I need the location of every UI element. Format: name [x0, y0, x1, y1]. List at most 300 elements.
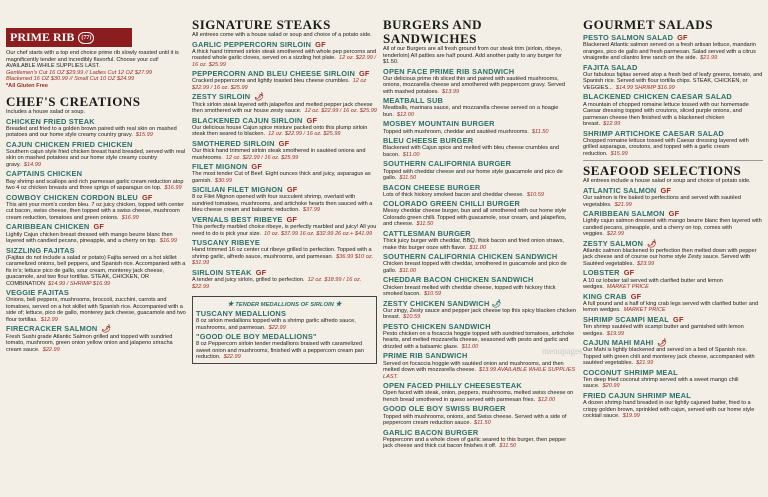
menu-item	[383, 137, 576, 158]
menu-item-desc-row	[383, 192, 576, 199]
menu-item	[583, 93, 763, 127]
menu-item-desc-row	[6, 334, 186, 354]
divider	[583, 160, 763, 161]
menu-item-name-text: FRIED CAJUN SHRIMP MEAL	[583, 390, 691, 400]
menu-item	[583, 34, 763, 62]
menu-item-name-text: ATLANTIC SALMON	[583, 185, 657, 195]
menu-item-desc-row	[192, 171, 377, 184]
menu-item-desc: Pepperconn and a whole clove of garlic seared to this burger, then pepper jack cheese and thick cut bacon finishes it off.	[383, 436, 567, 450]
menu-item-name-text: ZESTY SIRLOIN	[192, 92, 251, 102]
menu-item-price: MARKET PRICE	[606, 284, 649, 291]
menu-item	[383, 253, 576, 274]
menu-item-name	[583, 316, 763, 324]
gluten-free-tag: GF	[306, 115, 318, 125]
menu-item-name-text: CARIBBEAN SALMON	[583, 209, 665, 219]
menu-item-name-text: TUSCANY RIBEYE	[192, 238, 260, 248]
menu-item	[192, 239, 377, 267]
menu-item-desc: Chicken breast topped with cheddar, smothered in guacamole and pico de gallo.	[383, 261, 567, 274]
menu-item-desc-row	[383, 105, 576, 118]
gluten-free-tag: GF	[630, 291, 642, 301]
menu-item	[192, 163, 377, 184]
prime-rib-price-1: Gentlemen's Cut 16 OZ $29.99 // Ladies Cut 12 OZ $27.99	[6, 69, 152, 76]
menu-item-price: $11.50	[399, 175, 417, 182]
steaks-sub: All entrees come with a house salad or soup and choice of a potato side.	[192, 32, 372, 38]
menu-item-desc: Our fabulous fajitas served atop a fresh bed of leafy greens, tomato, and Spanish rice. Served with flour tortilla chips. STEAK, CHICKEN, or VEGGIES...	[583, 71, 763, 91]
menu-item-desc-row	[192, 125, 377, 138]
menu-item-desc: Open faced with steak, onion, peppers, mushrooms, melted swiss cheese on french bread smothered in queso served with parmesan fries.	[383, 390, 574, 403]
menu-item-name	[583, 240, 763, 248]
menu-item-desc: A mountain of chopped romaine lettuce tossed with our homemade Caesar dressing topped with croutons, sliced purple onions, and parmesan cheese then finished with a blackened chicken breast.	[583, 101, 749, 128]
menu-item-name	[383, 97, 576, 105]
column-salads-seafood	[583, 0, 763, 497]
menu-item-name	[383, 120, 576, 128]
menu-item-name	[6, 170, 186, 178]
gluten-free-tag: GF	[677, 33, 688, 42]
menu-item-name	[383, 253, 576, 261]
menu-item-name	[383, 300, 576, 308]
menu-item-name-text: PESTO CHICKEN SANDWICH	[383, 321, 491, 331]
star-icon: ★	[227, 301, 234, 309]
menu-item-desc-row	[383, 129, 576, 136]
menu-item-price: $11.00	[461, 343, 479, 350]
menu-item-desc-row	[196, 318, 373, 331]
menu-item-price: $12.99	[40, 316, 58, 323]
menu-item-name	[583, 93, 763, 101]
menu-item-desc-row	[383, 308, 576, 321]
gluten-free-tag: GF	[358, 69, 370, 79]
menu-item-price: 12 oz. $22.99 / 16 oz. $25.99	[192, 55, 376, 68]
menu-item-desc: A tender and juicy sirloin, grilled to perfection.	[192, 277, 305, 284]
menu-item-desc: Served on focaccia hoggie with sautéed onion and mushrooms, and then melted down with mozzarella cheese.	[383, 360, 564, 374]
menu-item-name-text: BACON CHEESE BURGER	[383, 182, 481, 192]
menu-item-desc-row	[6, 202, 186, 222]
menu-item-desc: Topped with mushroom, cheddar and sautéed mushrooms.	[383, 128, 529, 135]
menu-item-name-text: ZESTY SALMON	[583, 238, 644, 248]
menu-item-name-text: COCONUT SHRIMP MEAL	[583, 367, 678, 377]
menu-item	[383, 352, 576, 380]
menu-item	[6, 223, 186, 244]
menu-item-name-text: LOBSTER	[583, 268, 620, 278]
menu-item-desc: Messy cheddar cheese burger, bun and all smothered with our home style Colorado green chilli. Topped with guacamole, sour cream, and jalapeños, and cheese.	[383, 208, 567, 228]
menu-item-desc: The most tender Cut of Beef. Eight ounces thick and juicy, asparagus as garnish.	[192, 171, 371, 184]
menu-item	[192, 140, 377, 161]
menu-item-desc: Our delicious house Cajun spice mixture packed onto this plump sirloin steak then seared to blacken.	[192, 124, 368, 138]
menu-item-name	[383, 405, 576, 413]
menu-item-desc: Lots of thick hickory smoked bacon and cheddar cheese.	[383, 191, 524, 198]
menu-item	[383, 230, 576, 251]
menu-item-name	[6, 194, 186, 202]
menu-item-name	[583, 34, 763, 42]
menu-item-price: $22.99	[268, 324, 286, 331]
menu-item-name-text: OPEN FACE PRIME RIB SANDWICH	[383, 66, 515, 76]
menu-item-name	[583, 339, 763, 347]
gluten-free-tag: 🌶	[101, 324, 112, 334]
chefs-list	[6, 118, 186, 354]
menu-item-desc-row	[383, 145, 576, 158]
menu-item-name	[192, 70, 377, 78]
menu-item-desc-row	[192, 277, 377, 290]
menu-item-desc: A 10 oz lobster tail served with clarified butter and lemon wedges.	[583, 277, 723, 291]
menu-item-name-text: GARLIC BACON BURGER	[383, 427, 479, 437]
salads-title: GOURMET SALADS	[583, 17, 713, 32]
menu-item	[6, 247, 186, 288]
menu-item-name-text: SMOTHERED SIRLOIN	[192, 138, 275, 148]
gluten-free-tag: GF	[286, 185, 298, 195]
gluten-free-tag: GF	[278, 138, 290, 148]
menu-item-desc: Lightly Cajun chicken breast dressed with mango beurre blanc then layered with candied pecans, pineapple, and a cherry on top.	[6, 231, 173, 245]
menu-item-price: $14.99 SHRIMP $16.99	[615, 84, 675, 91]
gluten-free-tag: 🌶	[254, 92, 264, 102]
menu-item-desc-row	[583, 278, 763, 291]
menu-item-desc: Breaded and fried to a golden brown paired with real skin on mashed potatoes and our home style creamy country gravy.	[6, 125, 177, 139]
menu-item-price: $19.99	[606, 330, 624, 337]
menu-item	[196, 333, 373, 361]
menu-item-name	[196, 333, 373, 341]
menu-item-desc: Bay shrimp and scallops and rich parmesan garlic cream reduction atop two 4 oz chicken breasts and three sprigs of asparagus on top.	[6, 178, 184, 192]
menu-item-desc-row	[383, 361, 576, 381]
menu-item-name	[6, 118, 186, 126]
menu-item	[192, 269, 377, 290]
gluten-free-tag: GF	[623, 268, 635, 278]
gluten-free-tag: GF	[315, 39, 326, 49]
menu-item-desc-row	[383, 390, 576, 403]
column-prime-rib-chefs	[6, 0, 186, 497]
menu-item-price: $22.99	[606, 231, 624, 238]
menu-item-price: $16.99	[121, 214, 139, 221]
menu-item-desc: Fresh Sushi grade Atlantic Salmon grilled and topped with sundried tomato, mushroom, green onion yellow onion and jalapeno sriracha cream sauce.	[6, 333, 173, 353]
menu-item	[383, 184, 576, 199]
seafood-list	[583, 187, 763, 420]
gluten-free-tag: GF	[673, 314, 684, 324]
menu-item-price: $11.50	[499, 443, 517, 450]
menu-item-desc: Chicken breast melted with cheddar cheese, topped with hickory thick smoked bacon.	[383, 284, 556, 298]
menu-item-price: 12 oz. $22.99 / 16 oz. $25.99	[268, 131, 341, 138]
menu-item-name-text: BLACKENED CHICKEN CAESAR SALAD	[583, 92, 732, 102]
menu-item-name	[192, 163, 377, 171]
menu-item	[583, 316, 763, 337]
medallions-title-row	[196, 300, 373, 308]
menu-item-name-text: VERNALS BEST RIBEYE	[192, 214, 283, 224]
menu-item-name	[383, 230, 576, 238]
menu-item-desc: Topped with mushrooms, onions, and Swiss cheese. Served with a side of peppercorn cream reduction sauce.	[383, 413, 567, 427]
menu-item-desc-row	[192, 78, 377, 91]
menu-item-name	[192, 41, 377, 49]
menu-item-price: $11.00	[399, 267, 417, 274]
menu-item-desc: Blackened Atlantic salmon served on a fresh artisan lettuce, mandarin oranges, pico de gallo and fresh parmesan. Salad served with a citrus vinaigrette and cilantro lime ranch on the side.	[583, 42, 756, 62]
menu-item-price: 10 oz. $37.99 16 oz. $32.99 26 oz.+ $41.99	[264, 230, 373, 237]
menu-item	[6, 194, 186, 222]
menu-item-name	[383, 323, 576, 331]
steaks-list	[192, 41, 377, 291]
menu-item-price: $20.99	[602, 383, 620, 390]
menu-item-desc: Our Mahi is lightly blackened and served on a bed of Spanish rice. Topped with green chili and monterey jack cheese, accompanied with sautéed vegetables.	[583, 347, 755, 367]
prime-rib-gf-note: *All Gluten Free	[6, 82, 48, 89]
menu-item	[583, 240, 763, 268]
menu-item-name	[383, 184, 576, 192]
menu-item-name-text: CHEDDAR BACON CHICKEN SANDWICH	[383, 275, 534, 285]
menu-item-desc-row	[192, 224, 377, 237]
menu-item-desc: Chopped romaine lettuce tossed with Caesar dressing layered with grilled asparagus, croutons, and topped with a garlic cream reduction.	[583, 137, 749, 157]
menu-item	[383, 97, 576, 118]
menu-item-desc-row	[6, 255, 186, 288]
burgers-sub: All of our Burgers are all fresh ground from our steak trim (sirloin, ribeye, tenderloin) All patties are half pound. Add another patty to any burger for $1.50.	[383, 46, 563, 65]
menu-item-desc-row	[192, 148, 377, 161]
menu-item-desc-row	[383, 261, 576, 274]
menu-item-name-text: SOUTHERN CALIFORNIA CHICKEN SANDWICH	[383, 252, 558, 262]
menu-item-desc-row	[383, 437, 576, 450]
menu-item-price: 12 oz. $22.99 / 16 oz. $25.99	[225, 154, 299, 161]
menu-item-desc-row	[583, 195, 763, 208]
menu-item-name	[583, 392, 763, 400]
menu-item-price: $16.99	[159, 238, 177, 245]
menu-item-price: $21.99	[614, 201, 632, 208]
steaks-title: SIGNATURE STEAKS	[192, 17, 331, 32]
gluten-free-tag: GF	[255, 267, 267, 277]
menu-item-desc: This aint your mom's cordon bleu. 7 oz juicy chicken, topped with center cut bacon, swiss cheese, then topped with a swiss cheese, mushroom cream reduction, tomatoes and green onions.	[6, 201, 184, 221]
star-icon: ★	[335, 301, 342, 309]
menu-item-desc: Thick juicy burger with cheddar, BBQ, thick bacon and fried onion straws, make this burger ooze with flavor.	[383, 238, 564, 251]
menu-item-desc: Ten deep fried coconut shrimp served with a sweet mango chili sauce.	[583, 376, 739, 390]
watermark: menupages	[542, 346, 583, 356]
menu-item-name	[583, 130, 763, 138]
menu-item	[192, 117, 377, 138]
gluten-free-tag: GF	[660, 185, 672, 195]
menu-item-name-text: GOOD OLE BOY SWISS BURGER	[383, 404, 506, 414]
menu-item-desc-row	[583, 102, 763, 128]
menu-item-name-text: COWBOY CHICKEN CORDON BLEU	[6, 192, 138, 202]
menu-item-name	[192, 93, 377, 101]
menu-item	[192, 41, 377, 69]
menu-item-desc-row	[383, 76, 576, 96]
menu-item-desc-row	[192, 194, 377, 214]
menu-item	[583, 369, 763, 390]
menu-item	[383, 160, 576, 181]
menu-item	[6, 289, 186, 323]
menu-item	[583, 130, 763, 158]
menu-item-name	[383, 429, 576, 437]
column-steaks	[192, 0, 377, 497]
menu-item-name	[192, 239, 377, 247]
menu-item-desc-row	[583, 400, 763, 420]
seafood-title: SEAFOOD SELECTIONS	[583, 163, 742, 179]
menu-item-name	[583, 210, 763, 218]
menu-item-desc-row	[196, 341, 373, 361]
menu-item-desc: A full pound and a half of king crab legs served with clarified butter and lemon wedges.	[583, 300, 759, 314]
menu-item-desc: Our zingy, Zesty sauce and pepper jack cheese top this spicy blacken chicken breast.	[383, 307, 576, 321]
menu-item-name-text: KING CRAB	[583, 291, 627, 301]
menu-item-price: $21.99	[700, 55, 718, 62]
menu-item-name-text: OPEN FACED PHILLY CHEESESTEAK	[383, 381, 522, 391]
menu-item-desc-row	[583, 248, 763, 268]
menu-item	[6, 118, 186, 139]
medallions-list	[196, 310, 373, 361]
menu-item-name-text: SIRLOIN STEAK	[192, 267, 252, 277]
menu-item-name	[6, 325, 186, 333]
menu-item-desc-row	[383, 238, 576, 251]
menu-item	[583, 210, 763, 238]
menu-item	[196, 310, 373, 331]
chefs-title: CHEF'S CREATIONS	[6, 94, 141, 109]
menu-item-desc: (Fajitas do not include a salad or potato) Fajita served on a hot skillet caramelized onions, bell peppers, and Spanish rice. Accompanied with a fix in's; lettuce pico de gallo, sour cream, monterey jack cheese, guacamole, and two flour tortillas. STEAK, CHICKEN, OR COMBINATION	[6, 254, 186, 287]
burgers-list	[383, 68, 576, 450]
menu-item-price: $13.99	[441, 88, 460, 95]
prime-rib-badge: (77)	[78, 32, 94, 44]
menu-item-desc: Cracked peppercorns and lightly toasted bleu cheese crumbles.	[192, 78, 350, 85]
menu-item-price: $12.99	[603, 121, 621, 128]
menu-item-name	[583, 64, 763, 72]
gluten-free-tag: GF	[251, 162, 263, 172]
menu-item-price: $22.99	[42, 346, 60, 353]
menu-item-desc-row	[583, 324, 763, 337]
menu-item-name-text: PEPPERCORN AND BLEU CHEESE SIRLOIN	[192, 69, 355, 79]
menu-item-name	[383, 137, 576, 145]
gluten-free-tag: 🌶	[657, 338, 667, 348]
menu-item-name	[383, 68, 576, 76]
menu-item-name	[383, 276, 576, 284]
menu-item-name	[6, 141, 186, 149]
menu-item	[583, 64, 763, 92]
menu-item-price: $11.00	[469, 244, 487, 251]
menu-item-price: $10.59	[423, 291, 442, 298]
menu-item-name-text: COLORADO GREEN CHILLI BURGER	[383, 199, 520, 209]
menu-item-name	[583, 269, 763, 277]
menu-item-price: $10.59	[403, 314, 421, 321]
menu-item-desc: 8 oz sirloin medallions topped with a shrimp garlic alfredo sauce, mushrooms, and parmesan.	[196, 318, 356, 331]
menu-item-desc: Meatballs, marinara sauce, and mozzarella cheese served on a hoagie bun.	[383, 105, 559, 118]
menu-item-name	[583, 293, 763, 301]
menu-item-name	[383, 382, 576, 390]
menu-item-name	[583, 369, 763, 377]
menu-item-desc: Pesto chicken on a focaccia hoggie topped with sundried tomatoes, artichoke hearts, and melted mozzarella cheese, seasoned with pesto and garlic and drizzled with a balsamic glaze.	[383, 330, 575, 350]
menu-item	[383, 120, 576, 135]
menu-item-price: 12 oz. $18.99 / 16 oz. $22.99	[192, 277, 362, 290]
menu-item-name	[383, 160, 576, 168]
menu-item-name-text: CARIBBEAN CHICKEN	[6, 222, 90, 232]
menu-item-desc-row	[383, 208, 576, 228]
menu-item	[6, 170, 186, 191]
menu-item-name-text: CAPTAINS CHICKEN	[6, 169, 83, 179]
menu-item-name-text: MOSBEY MOUNTAIN BURGER	[383, 119, 495, 129]
prime-rib-header	[6, 28, 132, 47]
menu-item-name	[583, 187, 763, 195]
menu-item-desc-row	[583, 218, 763, 238]
menu-item-price: $15.99	[610, 150, 628, 157]
menu-item-desc-row	[6, 297, 186, 323]
menu-item-name-text: SHRIMP ARTICHOKE CAESAR SALAD	[583, 128, 724, 138]
gluten-free-tag: GF	[668, 209, 680, 219]
menu-item-name	[383, 200, 576, 208]
gluten-free-tag: GF	[141, 192, 153, 202]
menu-item	[583, 293, 763, 314]
chefs-sub: Includes a house salad or soup.	[6, 109, 85, 115]
menu-item	[192, 186, 377, 214]
menu-item-price: $11.50	[474, 420, 491, 427]
menu-item-price: $22.99	[223, 354, 241, 361]
menu-item-name-text: PRIME RIB SANDWICH	[383, 351, 468, 361]
menu-item-price: $14.99	[23, 161, 41, 168]
menu-item-desc-row	[583, 347, 763, 367]
menu-item-name	[6, 223, 186, 231]
menu-item-name	[6, 289, 186, 297]
menu-item-desc-row	[583, 138, 763, 158]
menu-item-name-text: GARLIC PEPPERCORN SIRLOIN	[192, 39, 312, 49]
menu-item-desc: Our thick hand trimmed sirloin steak smothered in sautéed onions and mushrooms.	[192, 148, 366, 161]
menu-item-price: MARKET PRICE	[623, 307, 666, 314]
menu-item-name	[192, 186, 377, 194]
menu-item	[383, 200, 576, 228]
menu-item-desc: Atlantic salmon blackened to perfection then melted down with pepper jack cheese and of course our home style Zesty sauce. Served with Sautéed vegetables.	[583, 247, 757, 267]
menu-item-price: $23.99	[637, 260, 655, 267]
menu-item-desc: A dozen shrimp hand breaded in our lightly cajuned batter, fried to a crispy golden brown, sprinkled with cajun, served with our home style cocktail sauce.	[583, 400, 755, 420]
menu-item-desc: Topped with cheddar cheese and our home style guacamole and pico de gallo.	[383, 168, 563, 182]
menu-item-desc: Onions, bell peppers, mushrooms, broccoli, zucchini, carrots and tomatoes, served on a hot skillet with Spanish rice. Accompanied with a side of; lettuce, pico de gallo, monterey jack cheese, guacamole and two flour tortillas.	[6, 297, 186, 323]
menu-item-name-text: FAJITA SALAD	[583, 62, 638, 72]
menu-item-name	[192, 117, 377, 125]
menu-item-desc: 8 oz Filet Mignon opened with four succulent shrimp, overlaid with sundried tomatoes, mushrooms, and artichoke hearts then sauced with a bleu cheese cream and balsamic reduction.	[192, 194, 373, 214]
menu-item-desc: Blackened with Cajun spice and melted with bleu cheese crumbles and bacon.	[383, 145, 559, 158]
menu-item-name-text: TUSCANY MEDALLIONS	[196, 309, 287, 319]
menu-item-name-text: BLACKENED CAJUN SIRLOIN	[192, 115, 303, 125]
menu-item-desc-row	[192, 49, 377, 69]
seafood-sub: All entrees include a house salad or soup and choice of potato side.	[583, 178, 751, 185]
gluten-free-tag: GF	[286, 214, 298, 224]
menu-item-desc-row	[583, 72, 763, 92]
menu-item	[583, 269, 763, 290]
menu-item-desc-row	[383, 414, 576, 427]
menu-item-price: $30.99	[214, 177, 233, 184]
menu-item-name	[192, 269, 377, 277]
menu-item-name	[196, 310, 373, 318]
menu-item	[383, 300, 576, 321]
menu-item-name-text: CAJUN MAHI MAHI	[583, 338, 654, 348]
menu-item-name-text: SIZZLING FAJITAS	[6, 245, 75, 255]
menu-item-desc: Our salmon is fire baked to perfections and served with sautéed vegetables.	[583, 195, 741, 208]
menu-item-desc-row	[583, 301, 763, 314]
menu-item	[192, 216, 377, 237]
menu-item-price: 12 oz. $22.99 / 16 oz. $25.99	[304, 108, 377, 115]
salads-list	[583, 34, 763, 157]
menu-item	[583, 392, 763, 420]
menu-item-price: $15.99	[135, 132, 153, 139]
menu-item	[6, 141, 186, 169]
menu-item-desc: Southern cajun style fried chicken breast hand breaded, served with real skin on mashed potatoes and our home style creamy country gravy.	[6, 148, 186, 168]
menu-item-desc: Ten shrimp sautéed with scampi butter and garnished with lemon wedges.	[583, 324, 744, 337]
menu-item-name-text: SHRIMP SCAMPI MEAL	[583, 314, 669, 324]
menu-item	[192, 93, 377, 114]
menu-item	[383, 405, 576, 426]
menu-item	[583, 187, 763, 208]
menu-item-name-text: MEATBALL SUB	[383, 96, 444, 106]
menu-item-price: $12.00	[396, 111, 414, 118]
menu-item-desc-row	[6, 149, 186, 169]
prime-rib-price-2: Blackened 16 OZ $30.99 // Small Cut 10 OZ $24.99	[6, 76, 135, 82]
menu-item-desc-row	[6, 179, 186, 192]
burgers-title: BURGERS AND SANDWICHES	[383, 17, 483, 46]
prime-rib-title: PRIME RIB	[10, 30, 75, 44]
menu-item-name-text: PESTO SALMON SALAD	[583, 33, 674, 42]
menu-item-name-text: ZESTY CHICKEN SANDWICH 🌶	[383, 298, 502, 308]
menu-item-price: $13.99 AVAILABLE WHILE SUPPLIES LAST.	[383, 367, 576, 380]
menu-item-price: $21.99	[636, 360, 654, 367]
menu-item-name-text: CHICKEN FRIED STEAK	[6, 116, 95, 126]
medallions-title: TENDER MEDALLIONS OF SIRLOIN	[235, 302, 334, 309]
menu-item-name-text: VEGGIE FAJITAS	[6, 288, 70, 298]
menu-item-price: $36.99 $10 oz. $31.99	[192, 253, 374, 267]
medallions-box	[192, 296, 377, 364]
menu-item-name-text: "GOOD OLE BOY MEDALLIONS"	[196, 332, 317, 342]
menu-item-desc-row	[6, 126, 186, 139]
menu-item-name-text: SICILIAN FILET MIGNON	[192, 185, 283, 195]
